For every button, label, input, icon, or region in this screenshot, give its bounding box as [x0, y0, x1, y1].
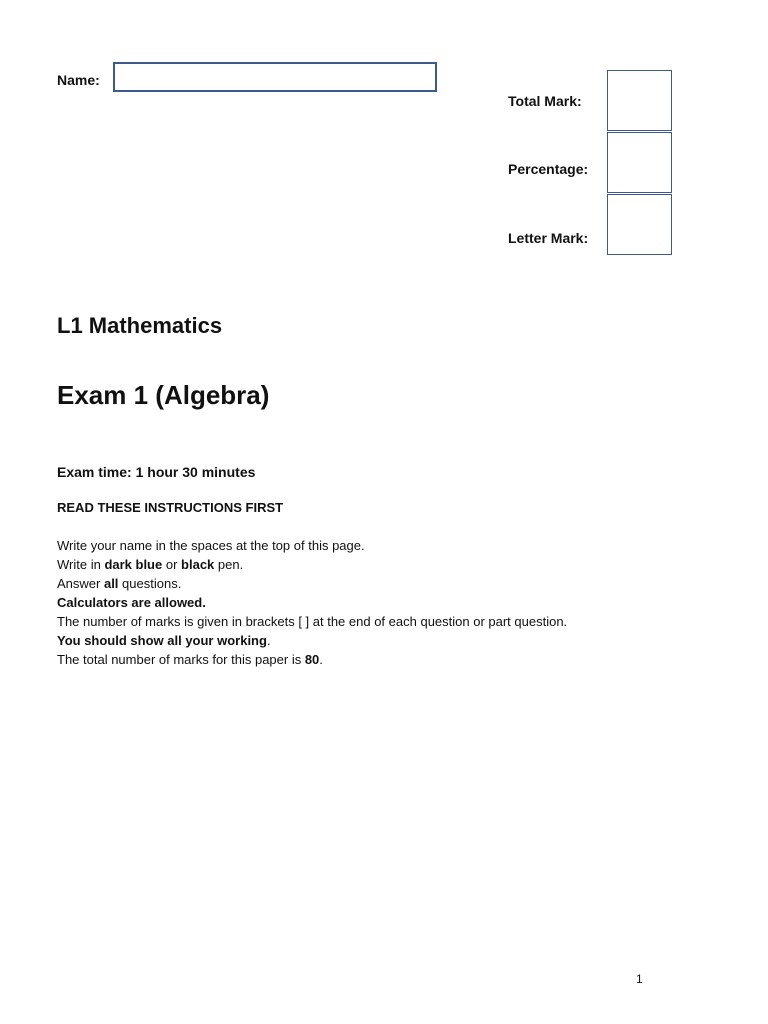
instruction-line-4: Calculators are allowed.	[57, 595, 206, 610]
instruction-line-3	[57, 574, 697, 593]
instruction-line-2	[57, 555, 697, 574]
instruction-emphasis: 80	[304, 652, 320, 667]
name-input-box[interactable]	[113, 62, 437, 92]
exam-title: Exam 1 (Algebra)	[57, 380, 270, 410]
instruction-text: questions.	[118, 576, 182, 591]
page-number: 1	[636, 972, 643, 986]
instruction-text: Write in	[57, 557, 105, 572]
instruction-text: or	[162, 557, 182, 572]
instruction-emphasis: all	[103, 576, 119, 591]
instruction-text: The total number of marks for this paper is	[57, 652, 305, 667]
subject-title: L1 Mathematics	[57, 313, 223, 338]
letter-mark-label: Letter Mark:	[508, 230, 589, 246]
instruction-text: .	[319, 652, 323, 667]
instruction-line-1: Write your name in the spaces at the top of this page.	[57, 538, 365, 553]
letter-mark-box[interactable]	[607, 194, 672, 255]
instructions-heading: READ THESE INSTRUCTIONS FIRST	[57, 500, 284, 515]
instruction-text: pen.	[214, 557, 244, 572]
instruction-text: Answer	[57, 576, 104, 591]
instruction-line-6	[57, 631, 697, 650]
instruction-text: .	[266, 633, 271, 648]
total-mark-box[interactable]	[607, 70, 672, 131]
instruction-emphasis: You should show all your working	[57, 633, 267, 648]
percentage-box[interactable]	[607, 132, 672, 193]
instruction-emphasis: black	[181, 557, 215, 572]
instruction-line-7	[57, 650, 697, 669]
percentage-label: Percentage:	[508, 161, 589, 177]
instruction-line-5: The number of marks is given in brackets [ ] at the end of each question or part question.	[57, 614, 568, 629]
instructions-block	[57, 536, 697, 669]
total-mark-label: Total Mark:	[508, 93, 582, 109]
exam-time: Exam time: 1 hour 30 minutes	[57, 464, 256, 480]
name-label: Name:	[57, 72, 100, 88]
instruction-emphasis: dark blue	[104, 557, 163, 572]
